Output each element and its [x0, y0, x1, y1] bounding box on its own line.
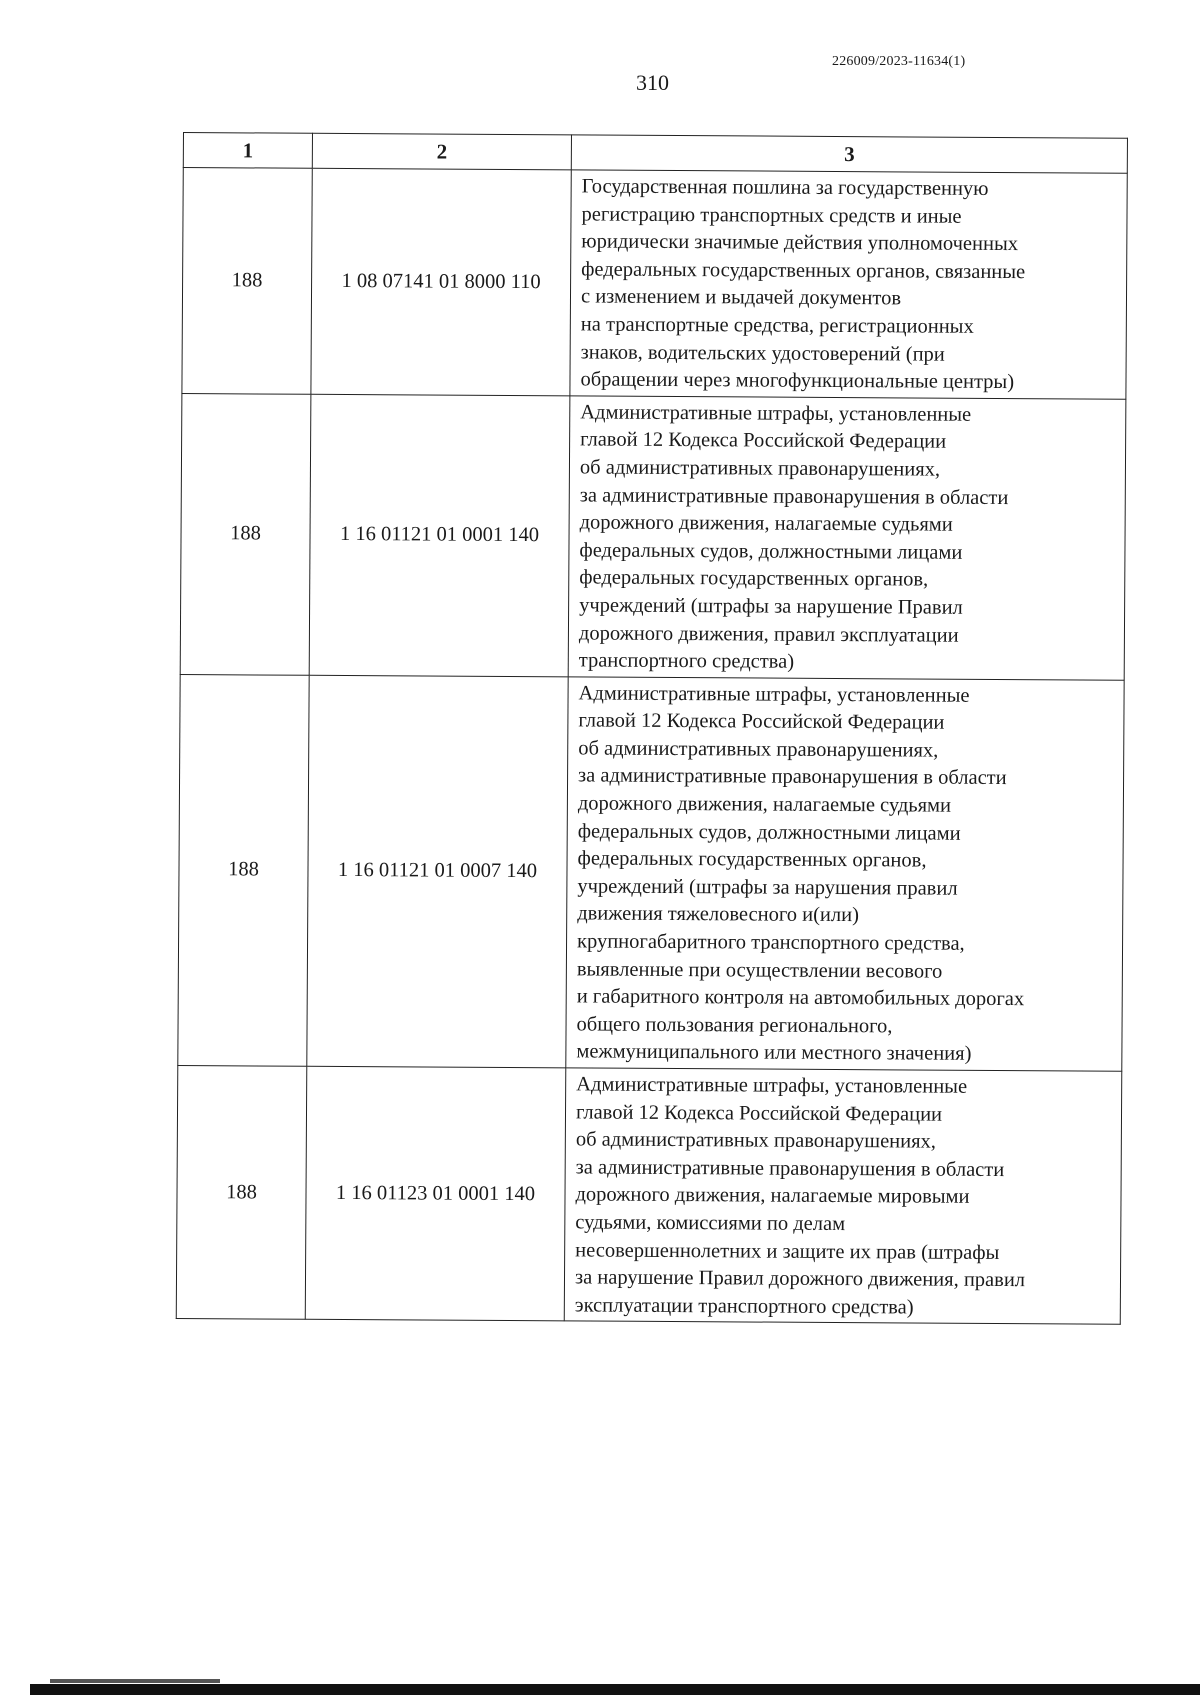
description-line: за административные правонарушения в области — [575, 1156, 1005, 1181]
description-line: федеральных судов, должностными лицами — [579, 539, 963, 564]
table-header-row — [183, 133, 1127, 174]
budget-classification-code-cell: 1 16 01121 01 0001 140 — [309, 394, 570, 677]
admin-code-cell: 188 — [182, 168, 312, 395]
description-line: главой 12 Кодекса Российской Федерации — [578, 709, 945, 734]
scan-edge-mark — [50, 1679, 220, 1683]
budget-classification-code-cell: 1 16 01123 01 0001 140 — [305, 1066, 566, 1321]
description-line: учреждений (штрафы за нарушения правил — [577, 875, 958, 900]
description-cell — [570, 170, 1127, 399]
description-line: федеральных государственных органов, связанные — [581, 258, 1026, 283]
description-line: дорожного движения, налагаемые судьями — [579, 511, 953, 536]
description-line: Административные штрафы, установленные — [578, 682, 970, 707]
description-line: юридически значимые действия уполномоченных — [581, 230, 1019, 256]
description-line: главой 12 Кодекса Российской Федерации — [575, 1101, 943, 1126]
description-line: за административные правонарушения в области — [579, 483, 1009, 509]
description-line: об административных правонарушениях, — [579, 456, 941, 481]
table-row — [176, 1065, 1122, 1324]
description-line: судьями, комиссиями по делам — [575, 1211, 846, 1236]
admin-code-cell: 188 — [176, 1065, 307, 1319]
description-line: Государственная пошлина за государственную — [581, 175, 989, 200]
description-line: Административные штрафы, установленные — [576, 1073, 968, 1098]
description-line: за административные правонарушения в области — [578, 764, 1007, 790]
column-header-2: 2 — [312, 133, 571, 170]
description-line: движения тяжеловесного и(или) — [577, 902, 860, 927]
description-line: дорожного движения, налагаемые судьями — [577, 792, 952, 817]
budget-classification-code-cell: 1 16 01121 01 0007 140 — [307, 675, 568, 1068]
description-line: об административных правонарушениях, — [575, 1128, 937, 1153]
description-line: крупногабаритного транспортного средства, — [576, 930, 965, 955]
description-line: федеральных судов, должностными лицами — [577, 820, 961, 845]
description-line: за нарушение Правил дорожного движения, правил — [574, 1266, 1026, 1292]
description-cell — [566, 677, 1124, 1072]
description-line: и габаритного контроля на автомобильных дорогах — [576, 985, 1025, 1011]
admin-code-cell: 188 — [178, 674, 309, 1066]
budget-codes-table — [176, 132, 1128, 1325]
description-line: федеральных государственных органов, — [577, 847, 927, 872]
admin-code-cell: 188 — [180, 393, 311, 675]
description-cell — [568, 396, 1126, 680]
description-line: эксплуатации транспортного средства) — [574, 1294, 914, 1319]
description-line: обращении через многофункциональные центры) — [580, 368, 1015, 394]
description-line: транспортного средства) — [578, 649, 795, 673]
description-line: федеральных государственных органов, — [579, 566, 929, 591]
description-line: дорожного движения, налагаемые мировыми — [575, 1183, 970, 1209]
table-row — [182, 168, 1127, 400]
description-line: Административные штрафы, установленные — [580, 401, 972, 426]
description-line: главой 12 Кодекса Российской Федерации — [580, 428, 947, 454]
table-row — [180, 393, 1126, 680]
column-header-3: 3 — [571, 135, 1127, 173]
description-line: выявленные при осуществлении весового — [576, 958, 943, 983]
description-line: межмуниципального или местного значения) — [576, 1040, 972, 1066]
description-line: дорожного движения, правил эксплуатации — [578, 621, 959, 647]
column-header-1: 1 — [183, 133, 312, 169]
description-line: общего пользования регионального, — [576, 1013, 893, 1038]
description-line: учреждений (штрафы за нарушение Правил — [579, 594, 963, 619]
description-line: об административных правонарушениях, — [578, 737, 939, 762]
page-number: 310 — [636, 70, 669, 95]
description-line: с изменением и выдачей документов — [580, 285, 902, 310]
document-registration-number: 226009/2023-11634(1) — [832, 54, 966, 69]
description-line: несовершеннолетних и защите их прав (штрафы — [575, 1238, 1000, 1264]
scan-bottom-border — [30, 1684, 1200, 1695]
table-row — [178, 674, 1124, 1071]
description-cell — [564, 1068, 1122, 1325]
budget-classification-code-cell: 1 08 07141 01 8000 110 — [311, 168, 571, 395]
description-line: на транспортные средства, регистрационных — [580, 313, 974, 338]
description-line: регистрацию транспортных средств и иные — [581, 203, 962, 228]
description-line: знаков, водительских удостоверений (при — [580, 340, 945, 366]
